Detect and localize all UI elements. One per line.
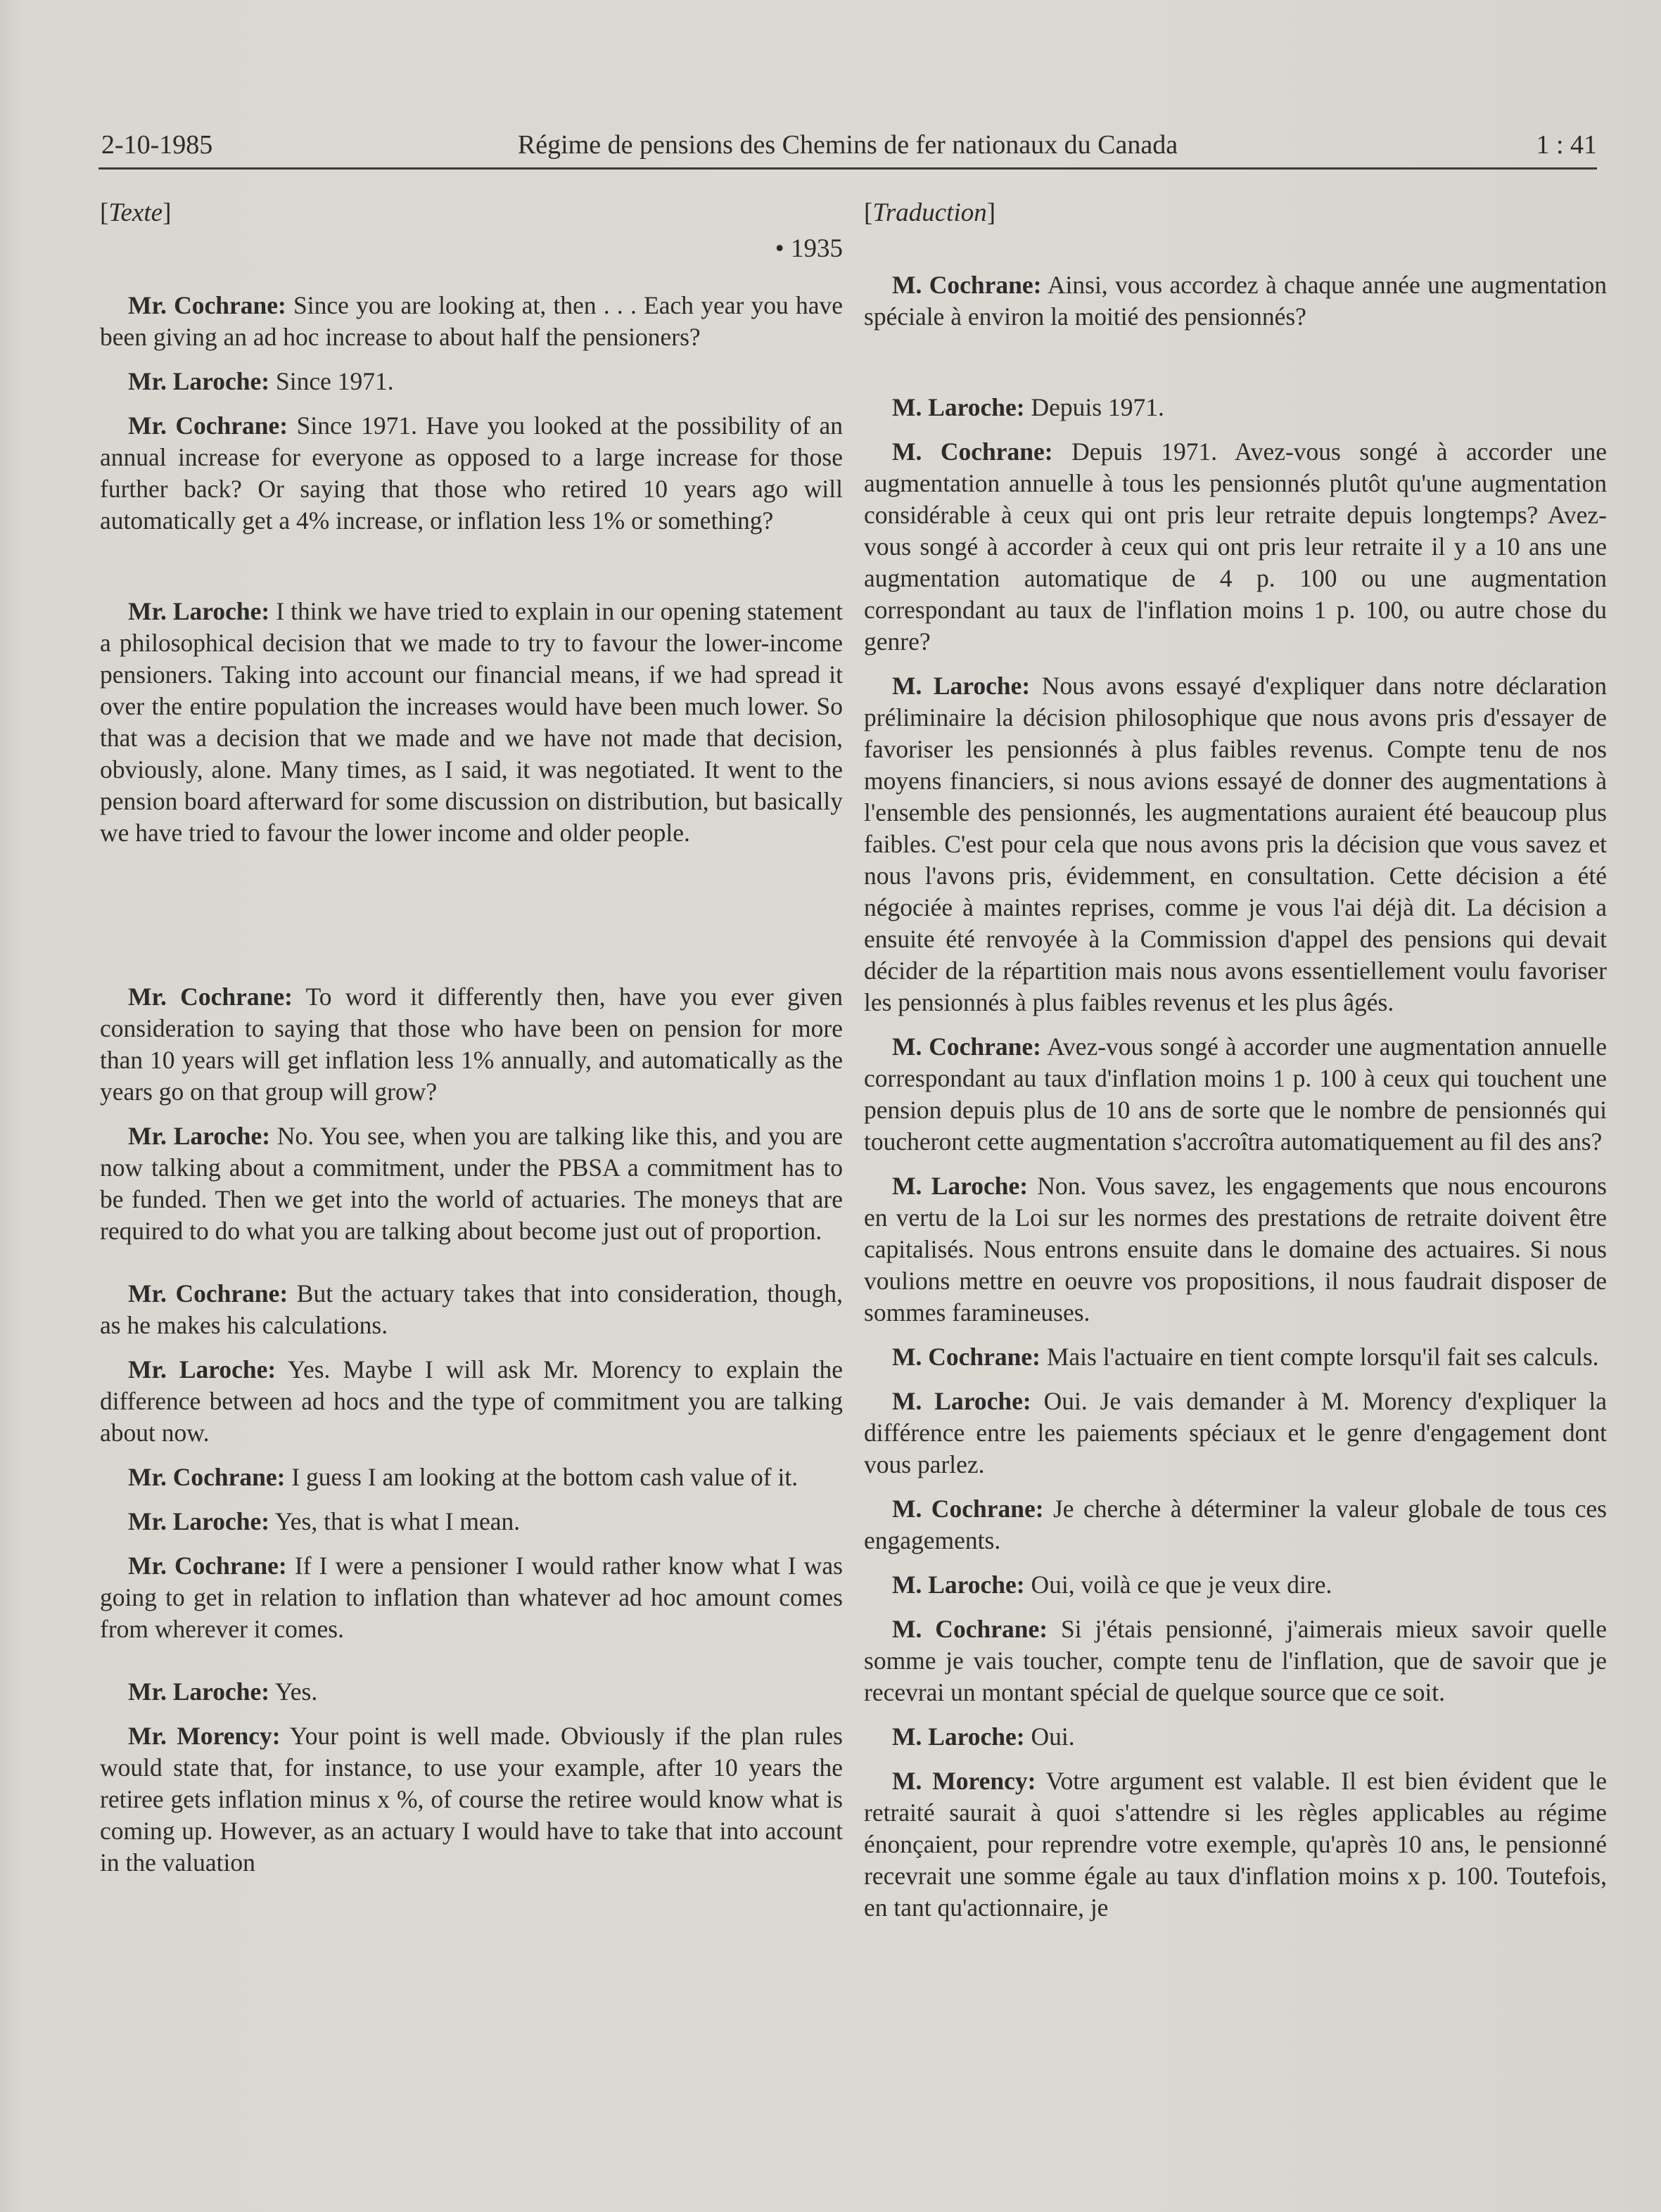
- speaker-name: Mr. Cochrane:: [128, 983, 293, 1011]
- speaker-name: Mr. Laroche:: [128, 1122, 271, 1150]
- speech-text: Yes. Maybe I will ask Mr. Morency to explain the difference between ad hocs and the type of commitment you are talking about now.: [100, 1355, 843, 1447]
- speech-text: Your point is well made. Obviously if the plan rules would state that, for instance, to use your example, after 10 years the retiree gets inflation minus x %, of course the retiree would know what is coming up. However, as an actuary I would have to take that into account in the valuation: [100, 1722, 843, 1877]
- speaker-name: M. Cochrane:: [892, 271, 1042, 299]
- speaker-name: M. Cochrane:: [892, 1495, 1044, 1523]
- speaker-name: M. Cochrane:: [892, 1615, 1048, 1643]
- speaker-name: Mr. Cochrane:: [128, 291, 286, 319]
- header-title: Régime de pensions des Chemins de fer nationaux du Canada: [517, 130, 1178, 160]
- right-column: [864, 197, 1607, 1936]
- transcript-paragraph: [100, 1676, 843, 1708]
- speaker-name: Mr. Laroche:: [128, 1507, 270, 1535]
- speaker-name: Mr. Morency:: [128, 1722, 281, 1750]
- speech-text: Depuis 1971.: [1024, 393, 1164, 421]
- speech-text: Si j'étais pensionné, j'aimerais mieux savoir quelle somme je vais toucher, compte tenu de l'inflation, que de savoir que je recevrai un montant spécial de quelque source que ce soit.: [864, 1615, 1607, 1706]
- timestamp: • 1935: [775, 234, 843, 263]
- column-label-traduction: [Traduction]: [864, 198, 996, 227]
- speech-text: Nous avons essayé d'expliquer dans notre déclaration préliminaire la décision philosophique que nous avons pris d'essayer de favoriser les pensionnés à plus faibles revenus. Compte tenu de nos moyens financiers, si nous avions essayé de donner des augmentations à l'ensemble des pensionnés, les augmentations auraient été beaucoup plus faibles. C'est pour cela que nous avons pris la décision que vous savez et nous l'avons pris, évidemment, en consultation. Cette décision a été négociée à maintes reprises, comme je vous l'ai déjà dit. La décision a ensuite été renvoyée à la Commission d'appel des pensions qui devait décider de la répartition mais nous avons essentiellement voulu favoriser les pensionnés à plus faibles revenus et les plus âgés.: [864, 672, 1607, 1016]
- speaker-name: Mr. Cochrane:: [128, 1552, 287, 1580]
- speaker-name: Mr. Cochrane:: [128, 1279, 288, 1308]
- speech-text: Since 1971.: [269, 367, 394, 395]
- transcript-paragraph: [100, 1720, 843, 1879]
- speech-text: Je cherche à déterminer la valeur globale de tous ces engagements.: [864, 1495, 1607, 1554]
- transcript-paragraph: [864, 1721, 1607, 1753]
- transcript-paragraph: [864, 670, 1607, 1018]
- speaker-name: Mr. Laroche:: [128, 1355, 276, 1383]
- transcript-paragraph: [100, 981, 843, 1108]
- speech-text: But the actuary takes that into consideration, though, as he makes his calculations.: [100, 1279, 843, 1339]
- transcript-paragraph: [864, 1031, 1607, 1158]
- speech-text: No. You see, when you are talking like this, and you are now talking about a commitment, under the PBSA a commitment has to be funded. Then we get into the world of actuaries. The moneys that are required to do what you are talking about become just out of proportion.: [100, 1122, 843, 1245]
- speaker-name: M. Cochrane:: [892, 1343, 1040, 1371]
- transcript-paragraph: [100, 596, 843, 849]
- transcript-paragraph: [864, 436, 1607, 658]
- transcript-paragraph: [864, 269, 1607, 333]
- transcript-paragraph: [100, 1120, 843, 1247]
- speech-text: If I were a pensioner I would rather know what I was going to get in relation to inflation than whatever ad hoc amount comes from wherever it comes.: [100, 1552, 843, 1643]
- speech-text: To word it differently then, have you ever given consideration to saying that those who have been on pension for more than 10 years will get inflation less 1% annually, and automatically as the years go on that group will grow?: [100, 983, 843, 1106]
- speaker-name: M. Laroche:: [892, 1172, 1029, 1200]
- left-column: [100, 197, 843, 1891]
- speech-text: Avez-vous songé à accorder une augmentation annuelle correspondant au taux d'inflation moins 1 p. 100 à ceux qui touchent une pension depuis plus de 10 ans de sorte que le nombre de pensionnés qui toucheront cette augmentation s'accroîtra automatiquement au fil des ans?: [864, 1033, 1607, 1156]
- speaker-name: M. Laroche:: [892, 1571, 1025, 1599]
- speech-text: Depuis 1971. Avez-vous songé à accorder une augmentation annuelle à tous les pensionnés plutôt qu'une augmentation considérable à ceux qui ont pris leur retraite depuis longtemps? Avez-vous songé à accorder à ceux qui ont pris leur retraite il y a 10 ans une augmentation automatique de 4 p. 100 ou une augmentation correspondant au taux de l'inflation moins 1 p. 100, ou autre chose du genre?: [864, 437, 1607, 656]
- transcript-paragraph: [100, 290, 843, 353]
- header-date: 2-10-1985: [101, 130, 213, 160]
- transcript-paragraph: [864, 1493, 1607, 1556]
- transcript-paragraph: [864, 1613, 1607, 1708]
- speech-text: Yes.: [269, 1677, 318, 1706]
- transcript-paragraph: [864, 1341, 1607, 1373]
- speaker-name: M. Cochrane:: [892, 1033, 1041, 1061]
- speech-text: Oui.: [1024, 1722, 1075, 1751]
- transcript-paragraph: [100, 410, 843, 537]
- speech-text: Yes, that is what I mean.: [269, 1507, 521, 1535]
- speaker-name: M. Laroche:: [892, 672, 1031, 700]
- speech-text: Votre argument est valable. Il est bien évident que le retraité saurait à quoi s'attendre si les règles applicables au régime énonçaient, pour reprendre votre exemple, qu'après 10 ans, le pensionné recevrait une somme égale au taux d'inflation moins x p. 100. Toutefois, en tant qu'actionnaire, je: [864, 1767, 1607, 1922]
- speech-text: Oui. Je vais demander à M. Morency d'expliquer la différence entre les paiements spéciaux et le genre d'engagement dont vous parlez.: [864, 1387, 1607, 1478]
- transcript-paragraph: [100, 1506, 843, 1537]
- speech-text: Since you are looking at, then . . . Each year you have been giving an ad hoc increase to about half the pensioners?: [100, 291, 843, 351]
- transcript-paragraph: [100, 1462, 843, 1493]
- speech-text: Ainsi, vous accordez à chaque année une augmentation spéciale à environ la moitié des pensionnés?: [864, 271, 1607, 331]
- transcript-paragraph: [864, 1569, 1607, 1601]
- transcript-paragraph: [100, 1550, 843, 1645]
- speech-text: Non. Vous savez, les engagements que nous encourons en vertu de la Loi sur les normes des prestations de retraite doivent être capitalisés. Nous entrons ensuite dans le domaine des actuaires. Si nous voulions mettre en oeuvre vos propositions, il nous faudrait disposer de sommes faramineuses.: [864, 1172, 1607, 1326]
- speaker-name: M. Laroche:: [892, 1722, 1025, 1751]
- page-header: [98, 125, 1597, 170]
- transcript-paragraph: [864, 1170, 1607, 1329]
- transcript-paragraph: [100, 1354, 843, 1449]
- transcript-paragraph: [864, 1386, 1607, 1481]
- speaker-name: M. Laroche:: [892, 1387, 1031, 1415]
- transcript-paragraph: [864, 392, 1607, 423]
- column-label-texte: [Texte]: [100, 198, 172, 227]
- speaker-name: M. Morency:: [892, 1767, 1036, 1795]
- speech-text: I guess I am looking at the bottom cash value of it.: [285, 1463, 798, 1491]
- speech-text: Mais l'actuaire en tient compte lorsqu'il fait ses calculs.: [1040, 1343, 1599, 1371]
- transcript-paragraph: [864, 1765, 1607, 1924]
- speaker-name: M. Cochrane:: [892, 437, 1053, 466]
- speech-text: Since 1971. Have you looked at the possibility of an annual increase for everyone as opposed to a large increase for those further back? Or saying that those who retired 10 years ago will automatically get a 4% increase, or inflation less 1% or something?: [100, 411, 843, 535]
- header-page-number: 1 : 41: [1536, 130, 1597, 160]
- transcript-paragraph: [100, 366, 843, 397]
- speech-text: I think we have tried to explain in our opening statement a philosophical decision that we made to try to favour the lower-income pensioners. Taking into account our financial means, if we had spread it over the entire population the increases would have been much lower. So that was a decision that we made and we have not made that decision, obviously, alone. Many times, as I said, it was negotiated. It went to the pension board afterward for some discussion on distribution, but basically we have tried to favour the lower income and older people.: [100, 597, 843, 847]
- speaker-name: Mr. Laroche:: [128, 1677, 270, 1706]
- speaker-name: Mr. Laroche:: [128, 597, 270, 625]
- speaker-name: Mr. Laroche:: [128, 367, 270, 395]
- speech-text: Oui, voilà ce que je veux dire.: [1024, 1571, 1332, 1599]
- speaker-name: Mr. Cochrane:: [128, 1463, 286, 1491]
- transcript-paragraph: [100, 1278, 843, 1341]
- speaker-name: M. Laroche:: [892, 393, 1025, 421]
- speaker-name: Mr. Cochrane:: [128, 411, 288, 440]
